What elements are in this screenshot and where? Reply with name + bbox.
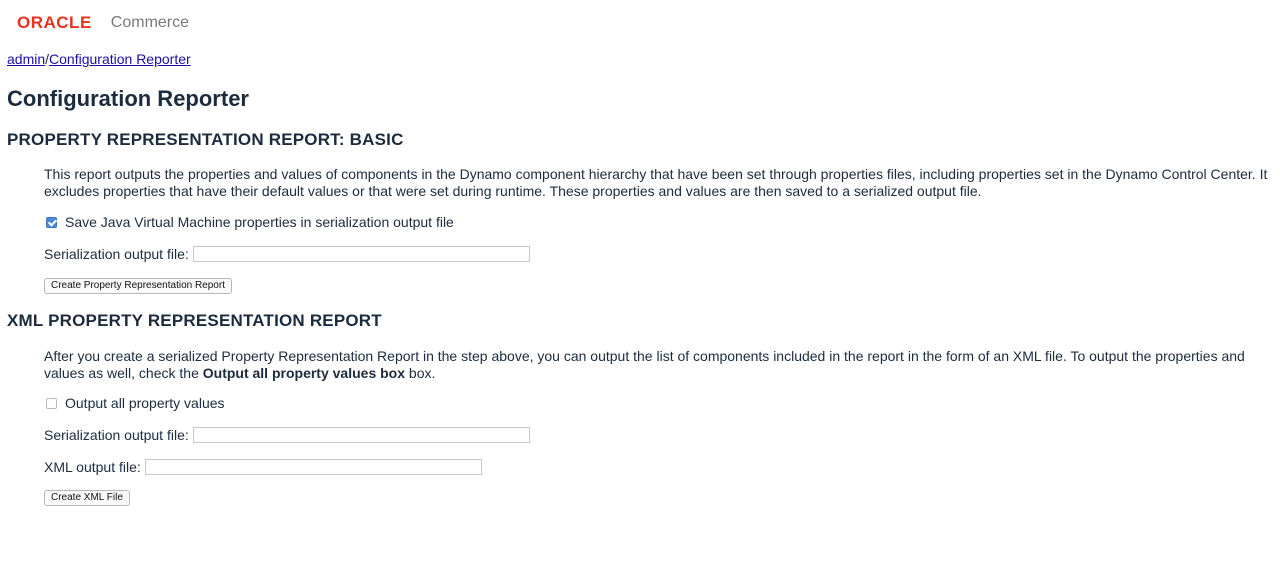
xml-serialization-label: Serialization output file:: [44, 427, 189, 443]
xml-report-heading: XML PROPERTY REPRESENTATION REPORT: [7, 311, 382, 330]
xml-desc-bold: Output all property values box: [202, 365, 406, 381]
xml-serialization-input[interactable]: [193, 427, 530, 443]
breadcrumb-link-configuration-reporter[interactable]: Configuration Reporter: [49, 51, 191, 67]
page-title: Configuration Reporter: [7, 86, 249, 111]
basic-report-heading: PROPERTY REPRESENTATION REPORT: BASIC: [7, 130, 404, 149]
xml-desc-text-2: box.: [405, 365, 436, 381]
breadcrumb: [7, 51, 191, 67]
save-jvm-properties-checkbox[interactable]: [46, 217, 57, 228]
product-name: Commerce: [110, 14, 190, 31]
xml-output-row: [44, 459, 482, 475]
breadcrumb-link-admin[interactable]: admin: [7, 51, 46, 67]
xml-serialization-row: [44, 427, 530, 443]
basic-report-description: This report outputs the properties and values of components in the Dynamo component hierarchy that have been set through properties files, including properties set in the Dynamo Control Center. It excludes properties that have their default values or that were set during runtime. These properties and values are then saved to a serialized output file.: [44, 166, 1268, 199]
output-all-values-row: [44, 395, 225, 411]
save-jvm-properties-row: [44, 214, 454, 230]
output-all-values-checkbox[interactable]: [46, 398, 57, 409]
xml-report-description: [44, 348, 1272, 382]
create-property-representation-report-button[interactable]: Create Property Representation Report: [44, 278, 232, 294]
basic-serialization-input[interactable]: [193, 246, 530, 262]
create-xml-file-button[interactable]: Create XML File: [44, 490, 130, 506]
oracle-logo: ORACLE: [17, 13, 92, 32]
breadcrumb-separator: /: [45, 51, 50, 67]
output-all-values-label: Output all property values: [65, 395, 225, 411]
save-jvm-properties-label: Save Java Virtual Machine properties in serialization output file: [65, 214, 454, 230]
xml-desc-text-1: After you create a serialized Property Representation Report in the step above, you can output the list of components included in the report in the form of an XML file. To output the properties and values as well, check the: [44, 348, 1245, 381]
basic-serialization-row: [44, 246, 530, 262]
xml-output-input[interactable]: [145, 459, 482, 475]
basic-serialization-label: Serialization output file:: [44, 246, 189, 262]
xml-output-label: XML output file:: [44, 459, 141, 475]
header: [17, 12, 189, 34]
